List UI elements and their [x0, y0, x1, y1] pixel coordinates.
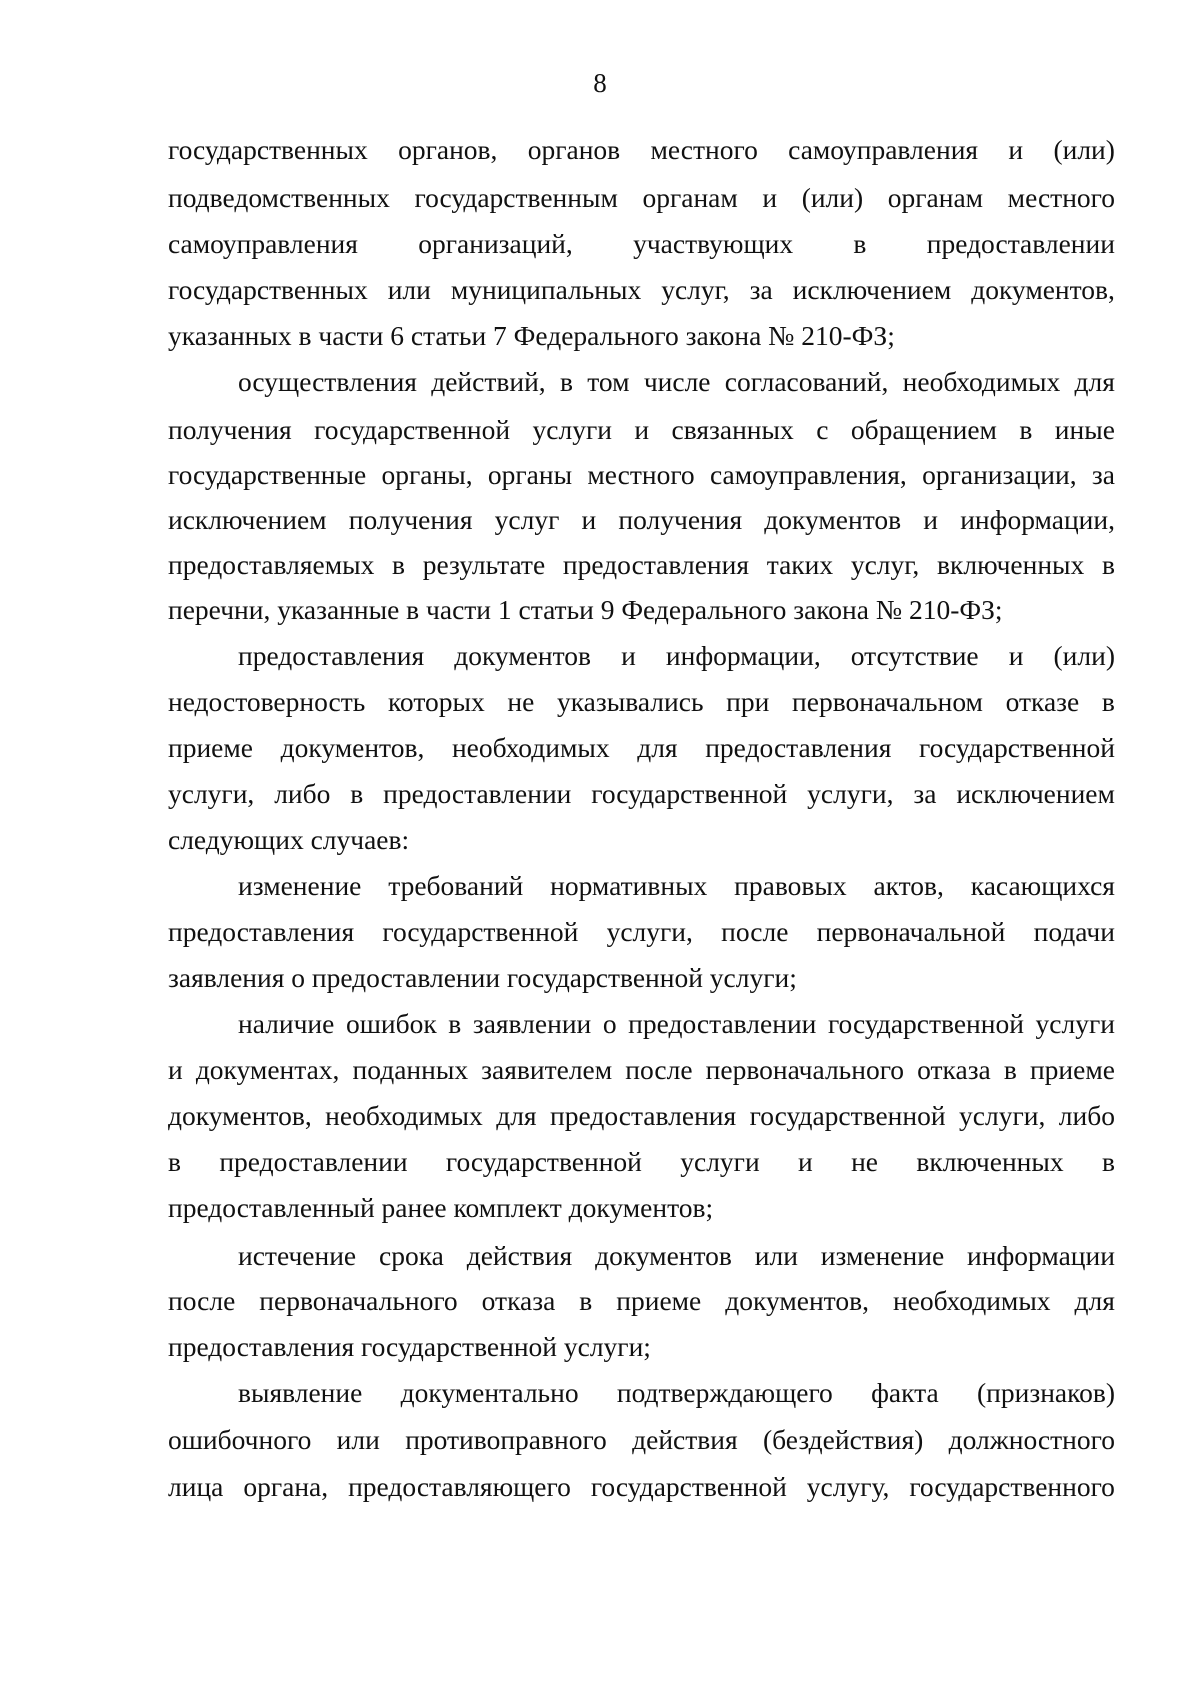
word: государственной: [827, 1008, 1024, 1039]
word: государственным: [414, 182, 618, 213]
word: информации,: [665, 640, 821, 671]
word: самоуправления,: [709, 459, 907, 490]
text-line: [168, 774, 1115, 814]
word: государственной: [314, 414, 511, 445]
word: организаций,: [418, 228, 573, 259]
word: услуг,: [850, 549, 920, 580]
word: изменение: [820, 1240, 945, 1271]
word: органам: [887, 182, 984, 213]
word: или: [336, 1424, 380, 1455]
word: в: [579, 1285, 593, 1316]
word: в: [1101, 686, 1115, 717]
word: после: [721, 916, 789, 947]
word: актов,: [873, 870, 944, 901]
text-line: [168, 1281, 1115, 1321]
word: отсутствие: [850, 640, 979, 671]
word: факта: [871, 1377, 939, 1408]
word: после: [168, 1285, 236, 1316]
text-line: [168, 455, 1115, 495]
word: документально: [400, 1377, 579, 1408]
text-line: перечни, указанные в части 1 статьи 9 Федерального закона № 210-ФЗ;: [168, 594, 1003, 625]
word: местного: [587, 459, 695, 490]
word: лица: [168, 1471, 224, 1502]
word: в: [559, 366, 573, 397]
word: услуг: [494, 504, 560, 535]
word: в: [392, 549, 406, 580]
word: предоставления: [550, 1100, 737, 1131]
word: муниципальных: [450, 274, 642, 305]
word: услуги,: [959, 1100, 1046, 1131]
word: предоставления: [238, 640, 425, 671]
word: отказе: [1005, 686, 1080, 717]
word: изменение: [238, 870, 362, 901]
word: предоставляемых: [168, 549, 375, 580]
word: о: [602, 1008, 617, 1039]
word: которых: [387, 686, 485, 717]
word: указывались: [556, 686, 704, 717]
word: государственных: [168, 274, 368, 305]
word: необходимых: [892, 1285, 1051, 1316]
word: необходимых: [325, 1100, 483, 1131]
text-line: [238, 866, 1115, 906]
word: выявление: [238, 1377, 363, 1408]
text-line: указанных в части 6 статьи 7 Федерального закона № 210-ФЗ;: [168, 320, 895, 351]
word: государственные: [168, 459, 367, 490]
word: предоставлении: [219, 1146, 408, 1177]
word: в: [1003, 1054, 1017, 1085]
word: участвующих: [633, 228, 794, 259]
word: услугу,: [806, 1471, 890, 1502]
word: за: [913, 778, 937, 809]
word: документов,: [168, 1100, 312, 1131]
word: документах,: [195, 1054, 340, 1085]
word: необходимых: [451, 732, 610, 763]
word: в: [1019, 414, 1033, 445]
word: действия: [632, 1424, 738, 1455]
word: связанных: [671, 414, 794, 445]
word: документов,: [971, 274, 1115, 305]
word: самоуправления: [788, 134, 979, 165]
word: предоставлении: [383, 778, 572, 809]
page-number: 8: [593, 68, 607, 98]
word: услуги: [532, 414, 612, 445]
text-line: [168, 912, 1115, 952]
word: недостоверность: [168, 686, 366, 717]
word: (или): [1053, 134, 1115, 165]
word: касающихся: [970, 870, 1115, 901]
text-line: [168, 1467, 1115, 1507]
text-line: [168, 224, 1115, 264]
word: получения: [348, 504, 473, 535]
word: ошибочного: [168, 1424, 312, 1455]
word: и: [621, 640, 636, 671]
word: нормативных: [550, 870, 708, 901]
word: осуществления: [238, 366, 417, 397]
word: приеме: [1029, 1054, 1115, 1085]
word: государственной: [382, 916, 579, 947]
word: органам: [642, 182, 738, 213]
text-line: следующих случаев:: [168, 824, 410, 855]
word: истечение: [238, 1240, 357, 1271]
word: государственной: [749, 1100, 946, 1131]
text-line: [238, 1004, 1115, 1044]
text-line: [168, 1142, 1115, 1182]
text-line: [168, 130, 1115, 170]
word: подведомственных: [168, 182, 390, 213]
text-line: [168, 1096, 1115, 1136]
word: организации,: [922, 459, 1077, 490]
word: государственной: [445, 1146, 642, 1177]
word: органа,: [243, 1471, 329, 1502]
word: требований: [388, 870, 524, 901]
word: и: [1008, 640, 1024, 671]
word: поданных: [352, 1054, 469, 1085]
word: органы: [487, 459, 573, 490]
word: заявлении: [472, 1008, 592, 1039]
text-line: [168, 270, 1115, 310]
word: и: [1008, 134, 1024, 165]
word: правовых: [734, 870, 847, 901]
word: обращением: [850, 414, 997, 445]
word: ошибок: [345, 1008, 437, 1039]
word: услуги,: [807, 778, 894, 809]
word: предоставляющего: [348, 1471, 571, 1502]
word: первоначального: [259, 1285, 458, 1316]
word: иные: [1054, 414, 1115, 445]
word: информации: [967, 1240, 1115, 1271]
word: действий,: [431, 366, 546, 397]
word: услуги: [1035, 1008, 1115, 1039]
word: при: [726, 686, 770, 717]
word: действия: [466, 1240, 573, 1271]
word: государственной: [918, 732, 1115, 763]
word: после: [625, 1054, 693, 1085]
word: первоначальной: [816, 916, 1006, 947]
word: предоставлении: [926, 228, 1115, 259]
word: органов: [527, 134, 621, 165]
word: исключением: [956, 778, 1115, 809]
word: с: [816, 414, 829, 445]
word: срока: [379, 1240, 444, 1271]
word: заявителем: [481, 1054, 613, 1085]
word: первоначального: [705, 1054, 905, 1085]
word: документов: [454, 640, 592, 671]
word: государственной: [590, 1471, 787, 1502]
word: за: [749, 274, 773, 305]
word: не: [507, 686, 535, 717]
word: отказа: [917, 1054, 991, 1085]
word: документов,: [725, 1285, 869, 1316]
word: (признаков): [977, 1377, 1115, 1408]
word: услуги,: [168, 778, 255, 809]
word: и: [168, 1054, 183, 1085]
text-line: [168, 545, 1115, 585]
word: для: [496, 1100, 537, 1131]
text-line: предоставления государственной услуги;: [168, 1331, 651, 1362]
word: государственного: [909, 1471, 1115, 1502]
word: документов: [764, 504, 902, 535]
word: и: [798, 1146, 813, 1177]
text-line: [238, 636, 1115, 676]
word: и: [762, 182, 778, 213]
word: том: [587, 366, 630, 397]
word: подачи: [1033, 916, 1115, 947]
word: или: [754, 1240, 798, 1271]
word: за: [1091, 459, 1115, 490]
word: получения: [168, 414, 292, 445]
word: получения: [618, 504, 743, 535]
word: первоначальном: [792, 686, 983, 717]
text-line: [168, 500, 1115, 540]
word: и: [923, 504, 939, 535]
word: таких: [766, 549, 834, 580]
word: в: [448, 1008, 462, 1039]
text-line: [238, 362, 1115, 402]
word: (бездействия): [762, 1424, 924, 1455]
text-line: [168, 682, 1115, 722]
word: для: [1074, 1285, 1115, 1316]
word: предоставления: [705, 732, 892, 763]
text-line: [238, 1373, 1115, 1413]
word: документов: [595, 1240, 732, 1271]
word: или: [387, 274, 431, 305]
word: местного: [650, 134, 758, 165]
text-line: предоставленный ранее комплект документов;: [168, 1192, 714, 1223]
word: и: [634, 414, 650, 445]
word: противоправного: [405, 1424, 607, 1455]
word: наличие: [238, 1008, 335, 1039]
word: документов,: [280, 732, 425, 763]
word: местного: [1007, 182, 1115, 213]
word: либо: [274, 778, 331, 809]
word: услуги: [680, 1146, 760, 1177]
word: в: [1101, 549, 1115, 580]
word: в: [1101, 1146, 1115, 1177]
text-line: [168, 728, 1115, 768]
word: предоставлении: [628, 1008, 817, 1039]
text-line: [168, 178, 1115, 218]
word: (или): [801, 182, 864, 213]
word: исключением: [792, 274, 952, 305]
word: не: [851, 1146, 879, 1177]
word: в: [853, 228, 867, 259]
word: числе: [643, 366, 711, 397]
text-line: [238, 1236, 1115, 1276]
word: в: [168, 1146, 181, 1177]
text-line: [168, 1420, 1115, 1460]
word: приеме: [168, 732, 253, 763]
word: предоставления: [168, 916, 355, 947]
word: информации,: [960, 504, 1115, 535]
word: (или): [1053, 640, 1115, 671]
word: государственных: [168, 134, 368, 165]
word: либо: [1058, 1100, 1115, 1131]
word: включенных: [937, 549, 1085, 580]
word: органов,: [398, 134, 498, 165]
text-line: заявления о предоставлении государственной услуги;: [168, 962, 797, 993]
word: необходимых: [902, 366, 1061, 397]
word: должностного: [948, 1424, 1115, 1455]
text-line: [168, 1050, 1115, 1090]
word: услуг,: [661, 274, 730, 305]
word: самоуправления: [168, 228, 358, 259]
word: приеме: [616, 1285, 702, 1316]
word: подтверждающего: [616, 1377, 833, 1408]
word: результате: [422, 549, 546, 580]
word: отказа: [481, 1285, 556, 1316]
word: и: [581, 504, 597, 535]
word: согласований,: [724, 366, 889, 397]
word: государственной: [591, 778, 788, 809]
text-line: [168, 410, 1115, 450]
word: для: [637, 732, 678, 763]
word: в: [350, 778, 364, 809]
word: для: [1074, 366, 1115, 397]
word: услуги,: [606, 916, 693, 947]
word: включенных: [916, 1146, 1064, 1177]
word: исключением: [168, 504, 327, 535]
word: органы,: [381, 459, 473, 490]
word: предоставления: [562, 549, 750, 580]
